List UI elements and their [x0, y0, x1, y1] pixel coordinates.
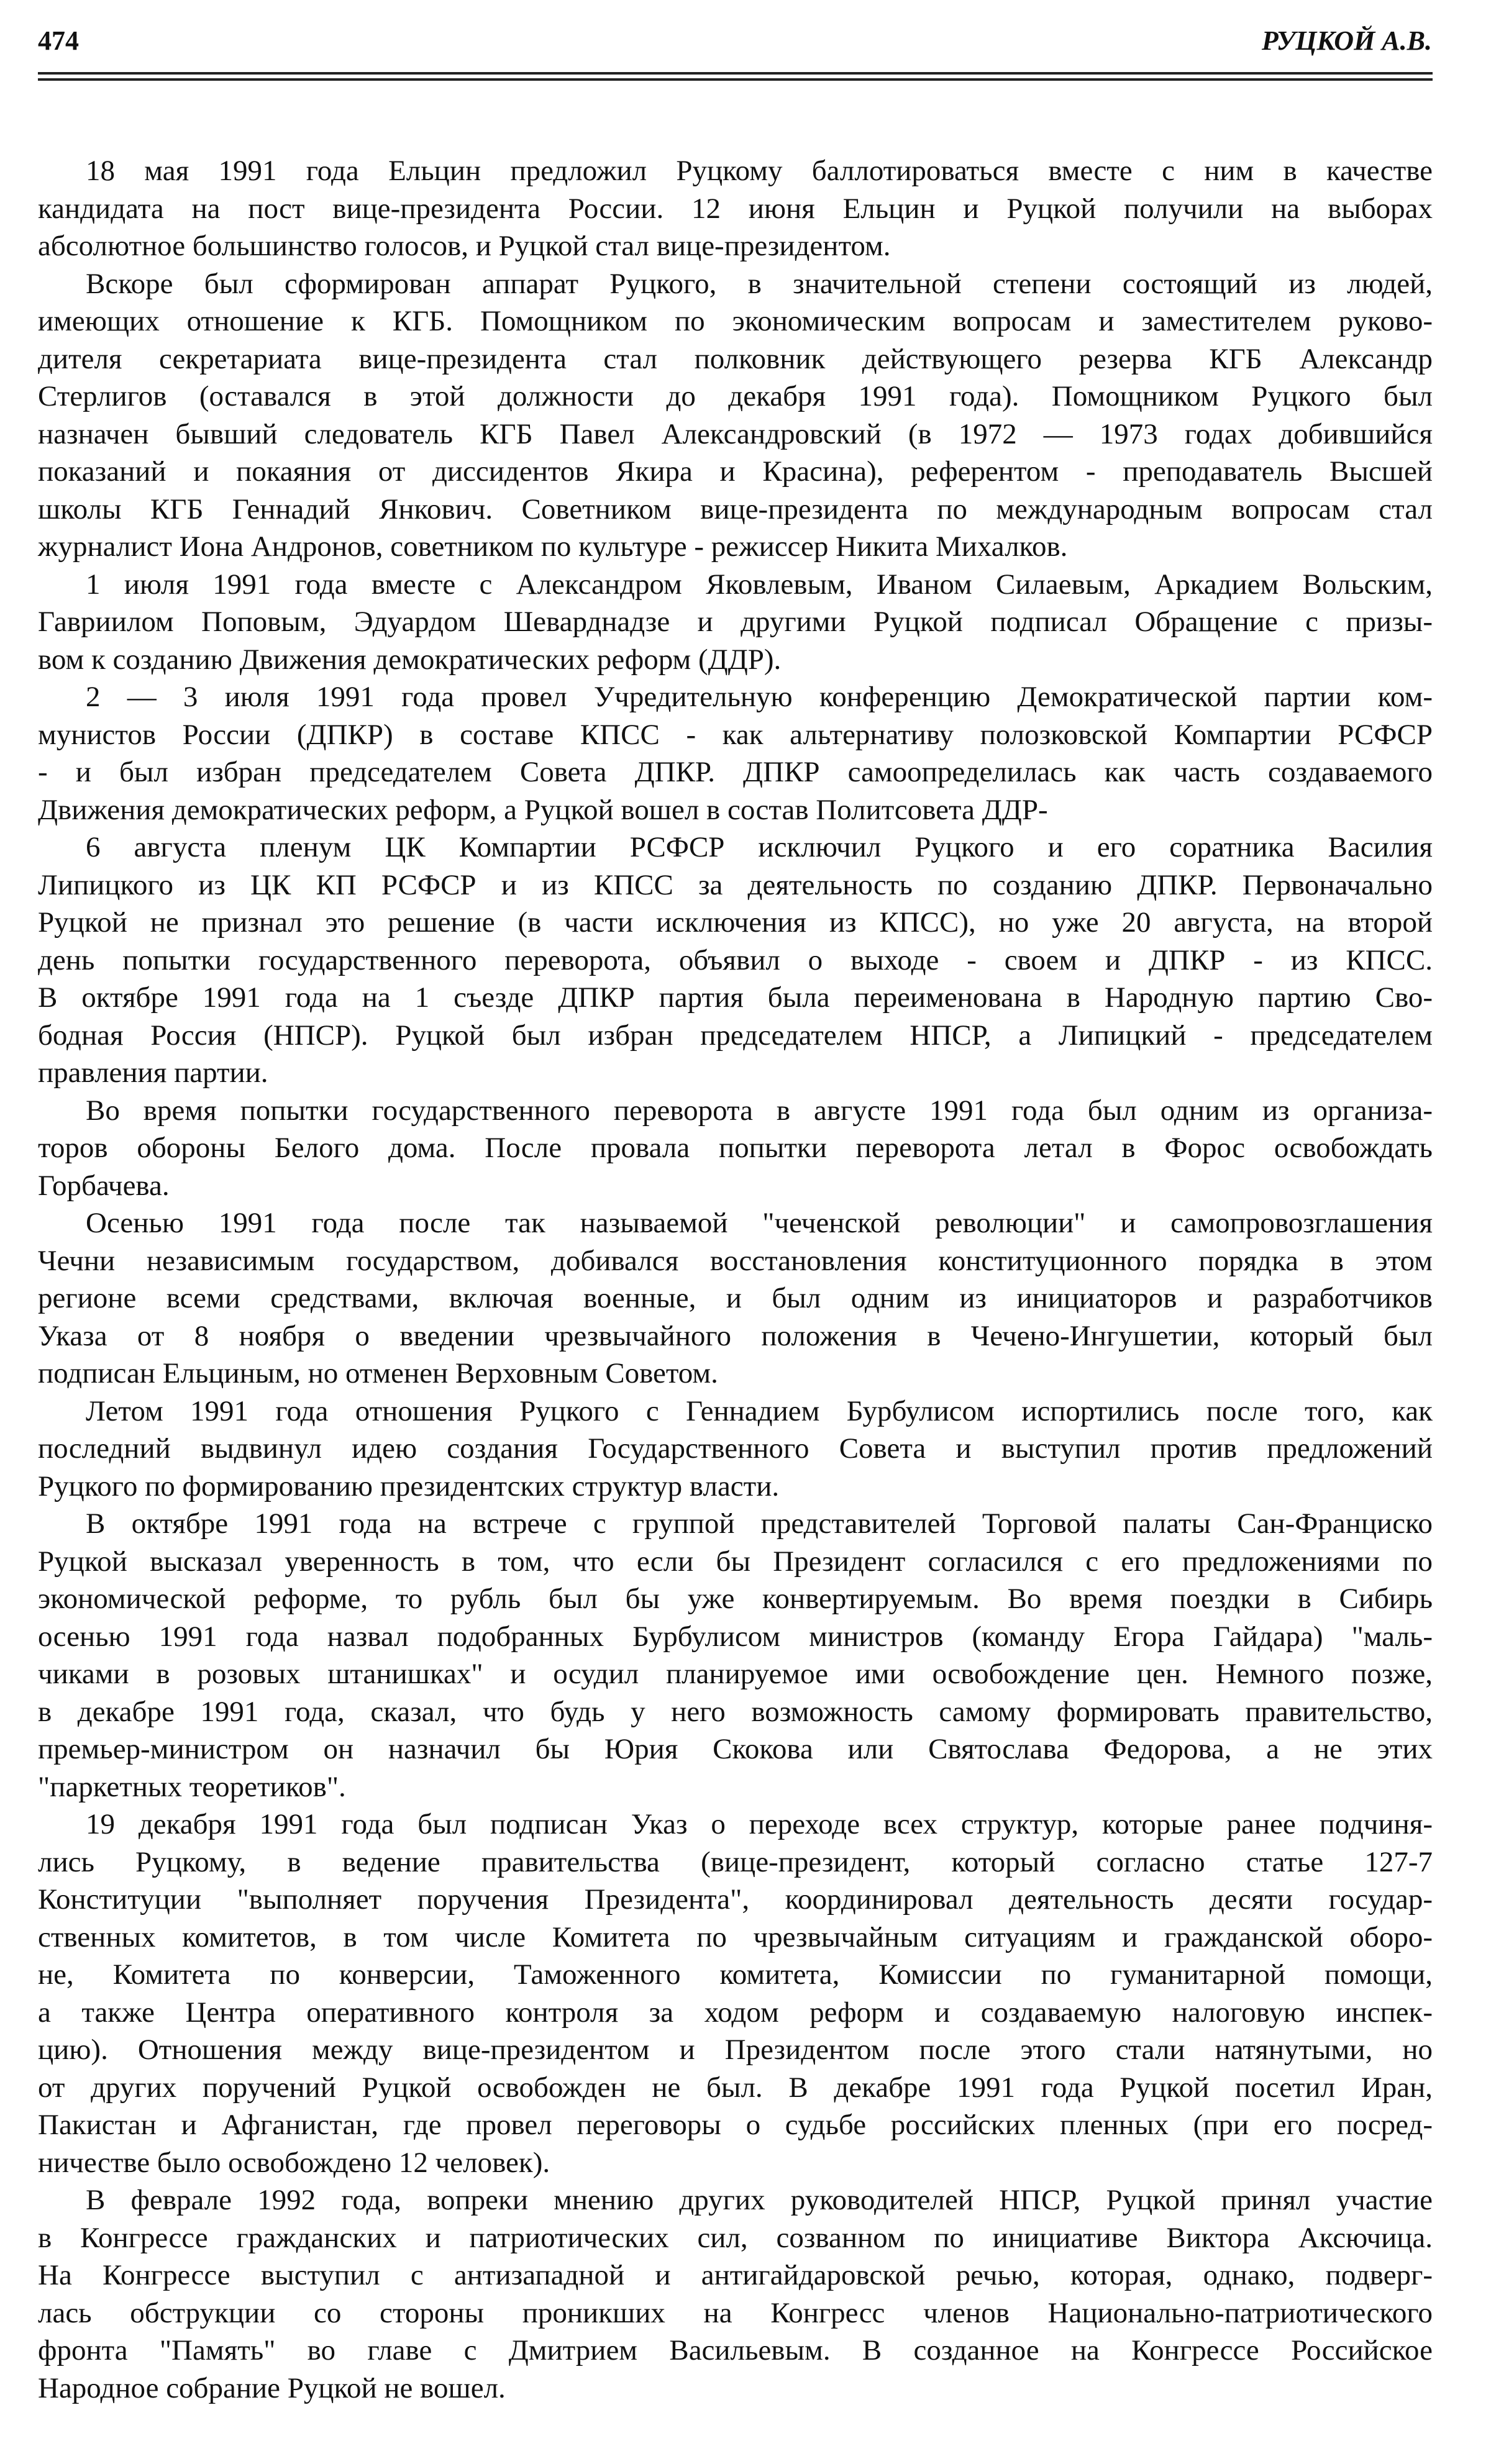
text-line: Гавриилом Поповым, Эдуардом Шеварднадзе и другими Руцкой подписал Обращение с призы- [38, 606, 1433, 638]
header-rule-top [38, 72, 1433, 75]
text-line: ственных комитетов, в том числе Комитета по чрезвычайным ситуациям и гражданской оборо- [38, 1921, 1433, 1953]
text-line: Горбачева. [38, 1169, 170, 1202]
text-line: 6 августа пленум ЦК Компартии РСФСР исключил Руцкого и его соратника Василия [86, 831, 1433, 863]
text-line: Летом 1991 года отношения Руцкого с Геннадием Бурбулисом испортились после того, как [86, 1394, 1433, 1427]
text-line: цию). Отношения между вице-президентом и Президентом после этого стали натянутыми, но [38, 2034, 1433, 2066]
text-line: имеющих отношение к КГБ. Помощником по экономическим вопросам и заместителем руково- [38, 305, 1433, 337]
text-line: вом к созданию Движения демократических реформ (ДДР). [38, 643, 782, 676]
text-line: лась обструкции со стороны проникших на Конгресс членов Национально-патриотического [38, 2296, 1433, 2329]
text-line: торов обороны Белого дома. После провала попытки переворота летал в Форос освобождать [38, 1132, 1433, 1164]
text-line: мунистов России (ДПКР) в составе КПСС - как альтернативу полозковской Компартии РСФСР [38, 718, 1433, 751]
text-line: лись Руцкому, в ведение правительства (вице-президент, который согласно статье 127-7 [38, 1845, 1433, 1878]
text-line: абсолютное большинство голосов, и Руцкой стал вице-президентом. [38, 230, 891, 262]
text-line: в декабре 1991 года, сказал, что будь у него возможность самому формировать правительство, [38, 1695, 1433, 1728]
paragraph [38, 2181, 1433, 2407]
text-line: Пакистан и Афганистан, где провел переговоры о судьбе российских пленных (при его посред- [38, 2109, 1433, 2141]
text-line: регионе всеми средствами, включая военные, и был одним из инициаторов и разработчиков [38, 1282, 1433, 1314]
text-line: назначен бывший следователь КГБ Павел Александровский (в 1972 — 1973 годах добившийся [38, 417, 1433, 450]
text-line: В октябре 1991 года на 1 съезде ДПКР партия была переименована в Народную партию Сво- [38, 981, 1433, 1014]
text-line: чиками в розовых штанишках" и осудил планируемое ими освобождение цен. Немного позже, [38, 1658, 1433, 1690]
text-line: дителя секретариата вице-президента стал полковник действующего резерва КГБ Александр [38, 342, 1433, 375]
paragraph [38, 1204, 1433, 1393]
paragraph [38, 678, 1433, 829]
text-line: 19 декабря 1991 года был подписан Указ о переходе всех структур, которые ранее подчиня- [86, 1808, 1433, 1840]
text-line: - и был избран председателем Совета ДПКР. ДПКР самоопределилась как часть создаваемого [38, 756, 1433, 788]
paragraph [38, 265, 1433, 566]
text-line: осенью 1991 года назвал подобранных Бурбулисом министров (команду Егора Гайдара) "маль- [38, 1620, 1433, 1653]
text-line: фронта "Память" во главе с Дмитрием Васильевым. В созданное на Конгрессе Российское [38, 2334, 1433, 2366]
page-number: 474 [38, 25, 79, 56]
text-line: Движения демократических реформ, а Руцкой вошел в состав Политсовета ДДР- [38, 793, 1048, 826]
paragraph [38, 152, 1433, 265]
text-line: Руцкого по формированию президентских структур власти. [38, 1470, 780, 1502]
text-line: от других поручений Руцкой освобожден не был. В декабре 1991 года Руцкой посетил Иран, [38, 2071, 1433, 2104]
paragraph [38, 566, 1433, 679]
text-line: 18 мая 1991 года Ельцин предложил Руцкому баллотироваться вместе с ним в качестве [86, 155, 1433, 187]
text-line: а также Центра оперативного контроля за ходом реформ и создаваемую налоговую инспек- [38, 1996, 1433, 2029]
text-line: ничестве было освобождено 12 человек). [38, 2146, 550, 2179]
text-line: в Конгрессе гражданских и патриотических сил, созванном по инициативе Виктора Аксючица. [38, 2221, 1433, 2254]
text-line: Осенью 1991 года после так называемой "чеченской революции" и самопровозглашения [86, 1207, 1433, 1239]
paragraph [38, 1092, 1433, 1205]
running-title: РУЦКОЙ А.В. [1261, 25, 1432, 56]
text-line: 2 — 3 июля 1991 года провел Учредительную конференцию Демократической партии ком- [86, 681, 1433, 713]
text-line: Во время попытки государственного переворота в августе 1991 года был одним из организа- [86, 1094, 1433, 1127]
text-line: показаний и покаяния от диссидентов Якира и Красина), референтом - преподаватель Высшей [38, 455, 1433, 488]
text-line: премьер-министром он назначил бы Юрия Скокова или Святослава Федорова, а не этих [38, 1733, 1433, 1765]
text-line: Руцкой не признал это решение (в части исключения из КПСС), но уже 20 августа, на второй [38, 906, 1433, 939]
text-line: Чечни независимым государством, добивался восстановления конституционного порядка в этом [38, 1244, 1433, 1277]
text-line: Вскоре был сформирован аппарат Руцкого, в значительной степени состоящий из людей, [86, 267, 1433, 300]
paragraph [38, 1806, 1433, 2181]
paragraph [38, 1505, 1433, 1806]
text-line: В феврале 1992 года, вопреки мнению других руководителей НПСР, Руцкой принял участие [86, 2184, 1433, 2216]
text-line: "паркетных теоретиков". [38, 1770, 346, 1803]
header-rule-bottom [38, 78, 1433, 81]
paragraph [38, 829, 1433, 1092]
text-line: день попытки государственного переворота, объявил о выходе - своем и ДПКР - из КПСС. [38, 943, 1433, 976]
text-line: правления партии. [38, 1057, 268, 1089]
text-line: кандидата на пост вице-президента России. 12 июня Ельцин и Руцкой получили на выборах [38, 192, 1433, 225]
text-line: Стерлигов (оставался в этой должности до декабря 1991 года). Помощником Руцкого был [38, 380, 1433, 412]
text-line: 1 июля 1991 года вместе с Александром Яковлевым, Иваном Силаевым, Аркадием Вольским, [86, 568, 1433, 601]
text-line: Указа от 8 ноября о введении чрезвычайного положения в Чечено-Ингушетии, который был [38, 1319, 1433, 1352]
text-line: Конституции "выполняет поручения Президента", координировал деятельность десяти государ- [38, 1883, 1433, 1916]
text-line: Липицкого из ЦК КП РСФСР и из КПСС за деятельность по созданию ДПКР. Первоначально [38, 868, 1433, 901]
text-line: Руцкой высказал уверенность в том, что если бы Президент согласился с его предложениями по [38, 1545, 1433, 1578]
text-line: экономической реформе, то рубль был бы уже конвертируемым. Во время поездки в Сибирь [38, 1583, 1433, 1615]
body-text [38, 152, 1433, 2407]
paragraph [38, 1393, 1433, 1506]
text-line: подписан Ельциным, но отменен Верховным Советом. [38, 1357, 718, 1389]
text-line: школы КГБ Геннадий Янкович. Советником вице-президента по международным вопросам стал [38, 493, 1433, 525]
text-line: бодная Россия (НПСР). Руцкой был избран председателем НПСР, а Липицкий - председателем [38, 1019, 1433, 1052]
text-line: В октябре 1991 года на встрече с группой представителей Торговой палаты Сан-Франциско [86, 1507, 1433, 1540]
text-line: журналист Иона Андронов, советником по культуре - режиссер Никита Михалков. [38, 530, 1068, 563]
text-line: Народное собрание Руцкой не вошел. [38, 2371, 506, 2404]
text-line: На Конгрессе выступил с антизападной и антигайдаровской речью, которая, однако, подверг- [38, 2259, 1433, 2291]
text-line: последний выдвинул идею создания Государственного Совета и выступил против предложений [38, 1432, 1433, 1465]
text-line: не, Комитета по конверсии, Таможенного комитета, Комиссии по гуманитарной помощи, [38, 1958, 1433, 1991]
